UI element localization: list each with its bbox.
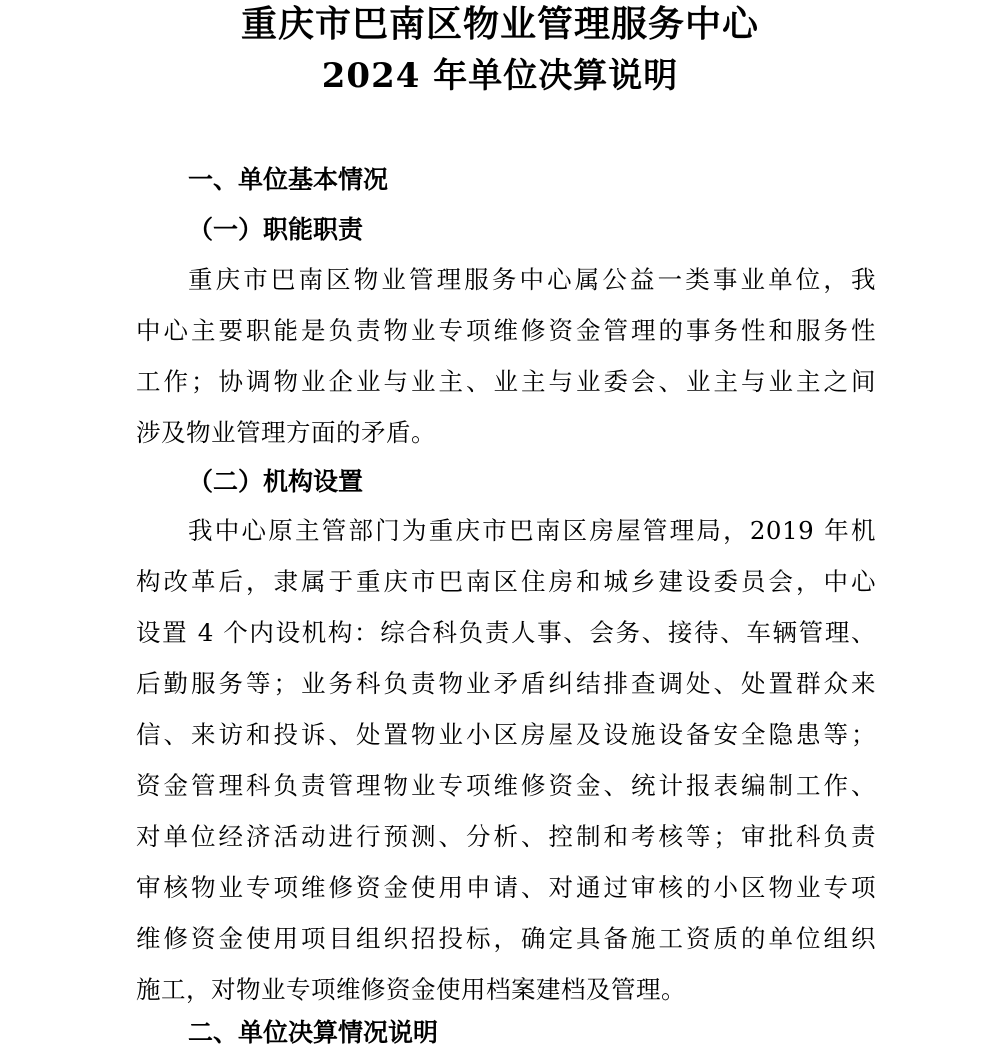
section1-sub1-paragraph [136,265,876,469]
paragraph-line: 重庆市巴南区物业管理服务中心属公益一类事业单位，我 [188,265,876,294]
paragraph-line: 中心主要职能是负责物业专项维修资金管理的事务性和服务性 [136,316,876,345]
paragraph-line: 我中心原主管部门为重庆市巴南区房屋管理局，2019 年机 [188,516,876,545]
paragraph-line: 施工，对物业专项维修资金使用档案建档及管理。 [136,975,686,1004]
paragraph-line: 工作；协调物业企业与业主、业主与业委会、业主与业主之间 [136,367,876,396]
section1-sub1-heading: （一）职能职责 [188,215,364,244]
paragraph-line: 构改革后，隶属于重庆市巴南区住房和城乡建设委员会，中心 [136,567,876,596]
paragraph-line: 信、来访和投诉、处置物业小区房屋及设施设备安全隐患等； [136,720,876,749]
section1-sub2-heading: （二）机构设置 [188,467,364,496]
paragraph-line: 资金管理科负责管理物业专项维修资金、统计报表编制工作、 [136,771,876,800]
paragraph-line: 涉及物业管理方面的矛盾。 [136,418,436,447]
section1-heading: 一、单位基本情况 [188,165,389,194]
paragraph-line: 维修资金使用项目组织招投标，确定具备施工资质的单位组织 [136,924,876,953]
document-title-line1: 重庆市巴南区物业管理服务中心 [240,3,759,45]
paragraph-line: 设置 4 个内设机构：综合科负责人事、会务、接待、车辆管理、 [136,618,876,647]
section2-heading: 二、单位决算情况说明 [188,1018,439,1047]
paragraph-line: 审核物业专项维修资金使用申请、对通过审核的小区物业专项 [136,873,876,902]
section1-sub2-paragraph [136,516,876,1026]
document-title-line2: 2024 年单位决算说明 [321,56,679,96]
paragraph-line: 后勤服务等；业务科负责物业矛盾纠结排查调处、处置群众来 [136,669,876,698]
paragraph-line: 对单位经济活动进行预测、分析、控制和考核等；审批科负责 [136,822,876,851]
